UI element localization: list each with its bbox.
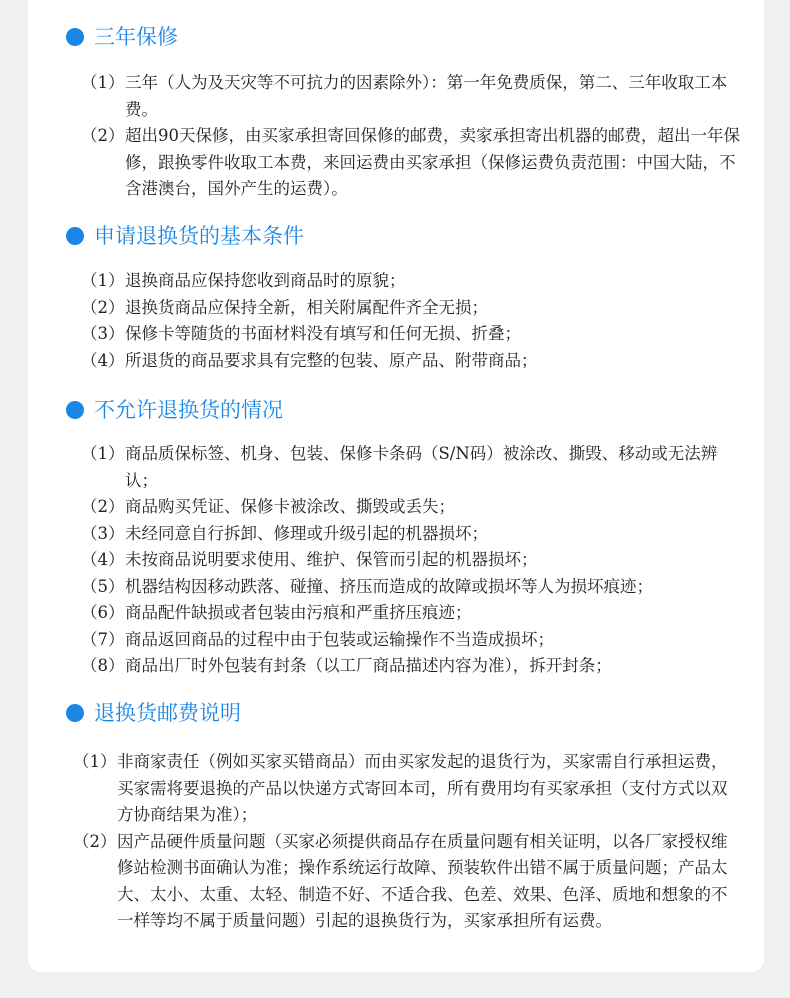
- bullet-dot-icon: [66, 28, 84, 46]
- item-text: 商品返回商品的过程中由于包装或运输操作不当造成损坏；: [125, 629, 554, 649]
- bullet-dot-icon: [66, 401, 84, 419]
- list-item: [73, 829, 733, 935]
- item-number: （1）: [81, 73, 125, 92]
- item-number: （1）: [81, 271, 125, 290]
- bullet-dot-icon: [66, 704, 84, 722]
- list-item: [81, 547, 749, 574]
- item-number: （4）: [81, 350, 125, 370]
- item-text: 商品出厂时外包装有封条（以工厂商品描述内容为准），拆开封条；: [125, 656, 612, 675]
- policy-card: [28, 0, 764, 972]
- item-number: （2）: [81, 297, 125, 317]
- section-heading-warranty: [66, 22, 178, 52]
- item-text: 保修卡等随货的书面材料没有填写和任何无损、折叠；: [125, 324, 521, 343]
- item-text: 因产品硬件质量问题（买家必须提供商品存在质量问题有相关证明，以各厂家授权维修站检测书面确认为准；操作系统运行故障、预装软件出错不属于质量问题；产品太大、太小、太重、太轻、制造不好、不适合我、色差、效果、色泽、质地和想象的不一样等均不属于质量问题）引起的退换货行为，买家承担所有运费。: [117, 831, 728, 930]
- section-title: 不允许退换货的情况: [94, 398, 283, 422]
- list-item: [81, 521, 749, 548]
- item-number: （3）: [81, 523, 125, 543]
- no-return-list: [81, 441, 749, 680]
- item-text: 超出90天保修，由买家承担寄回保修的邮费，卖家承担寄出机器的邮费，超出一年保修，跟换零件收取工本费，来回运费由买家承担（保修运费负责范围：中国大陆，不含港澳台，国外产生的运费）。: [125, 126, 740, 198]
- section-heading-return-conditions: [66, 221, 304, 251]
- item-text: 所退货的商品要求具有完整的包装、原产品、附带商品；: [125, 350, 538, 370]
- item-text: 退换货商品应保持全新，相关附属配件齐全无损；: [125, 297, 488, 317]
- list-item: [81, 627, 749, 654]
- item-number: （2）: [81, 126, 125, 145]
- shipping-fees-list: [73, 749, 733, 935]
- item-number: （3）: [81, 324, 125, 343]
- item-number: （6）: [81, 603, 125, 622]
- list-item: [81, 321, 741, 348]
- list-item: [81, 441, 749, 494]
- item-number: （1）: [81, 444, 125, 463]
- return-conditions-list: [81, 268, 741, 374]
- item-text: 三年（人为及天灾等不可抗力的因素除外）：第一年免费质保，第二、三年收取工本费。: [125, 73, 728, 119]
- list-item: [81, 348, 741, 375]
- item-text: 退换商品应保持您收到商品时的原貌；: [125, 271, 406, 290]
- item-text: 未经同意自行拆卸、修理或升级引起的机器损坏；: [125, 523, 488, 543]
- list-item: [81, 295, 741, 322]
- item-number: （1）: [73, 752, 117, 771]
- item-number: （7）: [81, 629, 125, 649]
- item-text: 未按商品说明要求使用、维护、保管而引起的机器损坏；: [125, 550, 538, 569]
- item-text: 商品购买凭证、保修卡被涂改、撕毁或丢失；: [125, 497, 455, 516]
- section-title: 申请退换货的基本条件: [94, 224, 304, 248]
- section-heading-no-return: [66, 395, 283, 425]
- item-text: 机器结构因移动跌落、碰撞、挤压而造成的故障或损坏等人为损坏痕迹；: [125, 576, 653, 596]
- item-number: （4）: [81, 550, 125, 569]
- list-item: [81, 653, 749, 680]
- item-number: （5）: [81, 576, 125, 596]
- bullet-dot-icon: [66, 227, 84, 245]
- list-item: [81, 494, 749, 521]
- list-item: [81, 574, 749, 601]
- list-item: [81, 70, 741, 123]
- warranty-list: [81, 70, 741, 203]
- item-number: （2）: [73, 831, 117, 851]
- list-item: [81, 268, 741, 295]
- list-item: [81, 123, 741, 203]
- list-item: [73, 749, 733, 829]
- list-item: [81, 600, 749, 627]
- item-text: 商品配件缺损或者包装由污痕和严重挤压痕迹；: [125, 603, 472, 622]
- item-text: 非商家责任（例如买家买错商品）而由买家发起的退货行为，买家需自行承担运费，买家需将要退换的产品以快递方式寄回本司，所有费用均有买家承担（支付方式以双方协商结果为准）；: [117, 752, 728, 824]
- item-number: （2）: [81, 497, 125, 516]
- item-number: （8）: [81, 656, 125, 675]
- section-title: 三年保修: [94, 25, 178, 49]
- section-heading-shipping-fees: [66, 698, 241, 728]
- section-title: 退换货邮费说明: [94, 701, 241, 725]
- item-text: 商品质保标签、机身、包装、保修卡条码（S/N码）被涂改、撕毁、移动或无法辨认；: [125, 444, 718, 490]
